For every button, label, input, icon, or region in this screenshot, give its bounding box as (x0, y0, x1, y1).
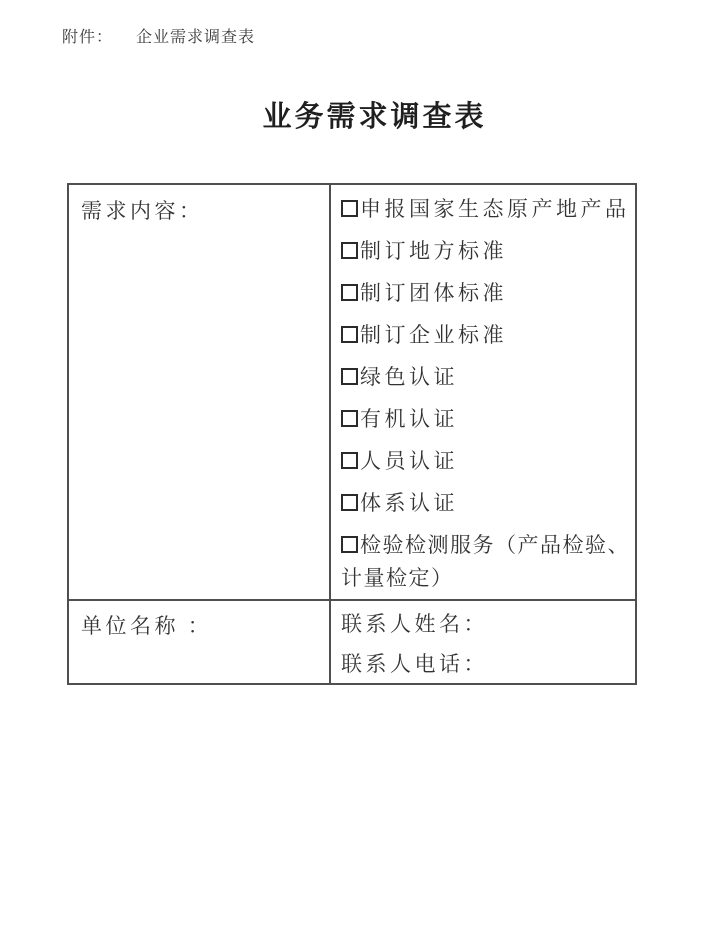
checkbox-icon[interactable] (341, 326, 358, 343)
option-label: 制订团体标准 (360, 281, 507, 305)
option-label: 制订企业标准 (360, 323, 507, 347)
contact-phone-label: 联系人电话： (341, 652, 488, 676)
contact-cell (331, 601, 635, 683)
option-row-personnel-cert (341, 445, 633, 478)
checkbox-icon[interactable] (341, 410, 358, 427)
unit-name-label: 单位名称 ： (81, 614, 213, 638)
option-row-inspection-service (341, 529, 633, 595)
checkbox-icon[interactable] (341, 242, 358, 259)
requirement-options-cell (331, 185, 635, 601)
option-row-green-cert (341, 361, 633, 394)
requirement-label: 需求内容： (81, 199, 204, 223)
option-row-organic-cert (341, 403, 633, 436)
checkbox-icon[interactable] (341, 494, 358, 511)
contact-name-label: 联系人姓名： (341, 612, 488, 636)
option-row-local-standard (341, 235, 633, 268)
checkbox-icon[interactable] (341, 368, 358, 385)
survey-table (67, 183, 637, 685)
checkbox-icon[interactable] (341, 452, 358, 469)
checkbox-icon[interactable] (341, 200, 358, 217)
attachment-label: 附件： (62, 29, 114, 46)
attachment-line (62, 24, 255, 47)
option-label: 人员认证 (360, 449, 458, 473)
requirement-label-cell (69, 185, 331, 601)
option-label: 有机认证 (360, 407, 458, 431)
option-row-enterprise-standard (341, 319, 633, 352)
page-title: 业务需求调查表 (262, 101, 487, 133)
option-label: 申报国家生态原产地产品 (360, 197, 630, 221)
option-row-group-standard (341, 277, 633, 310)
option-label: 绿色认证 (360, 365, 458, 389)
attachment-title: 企业需求调查表 (136, 29, 256, 46)
option-row-eco-origin (341, 193, 633, 226)
option-label: 制订地方标准 (360, 239, 507, 263)
checkbox-icon[interactable] (341, 284, 358, 301)
checkbox-icon[interactable] (341, 536, 358, 553)
unit-name-cell (69, 601, 331, 683)
option-row-system-cert (341, 487, 633, 520)
option-label: 检验检测服务（产品检验、计量检定） (341, 533, 630, 590)
option-label: 体系认证 (360, 491, 458, 515)
